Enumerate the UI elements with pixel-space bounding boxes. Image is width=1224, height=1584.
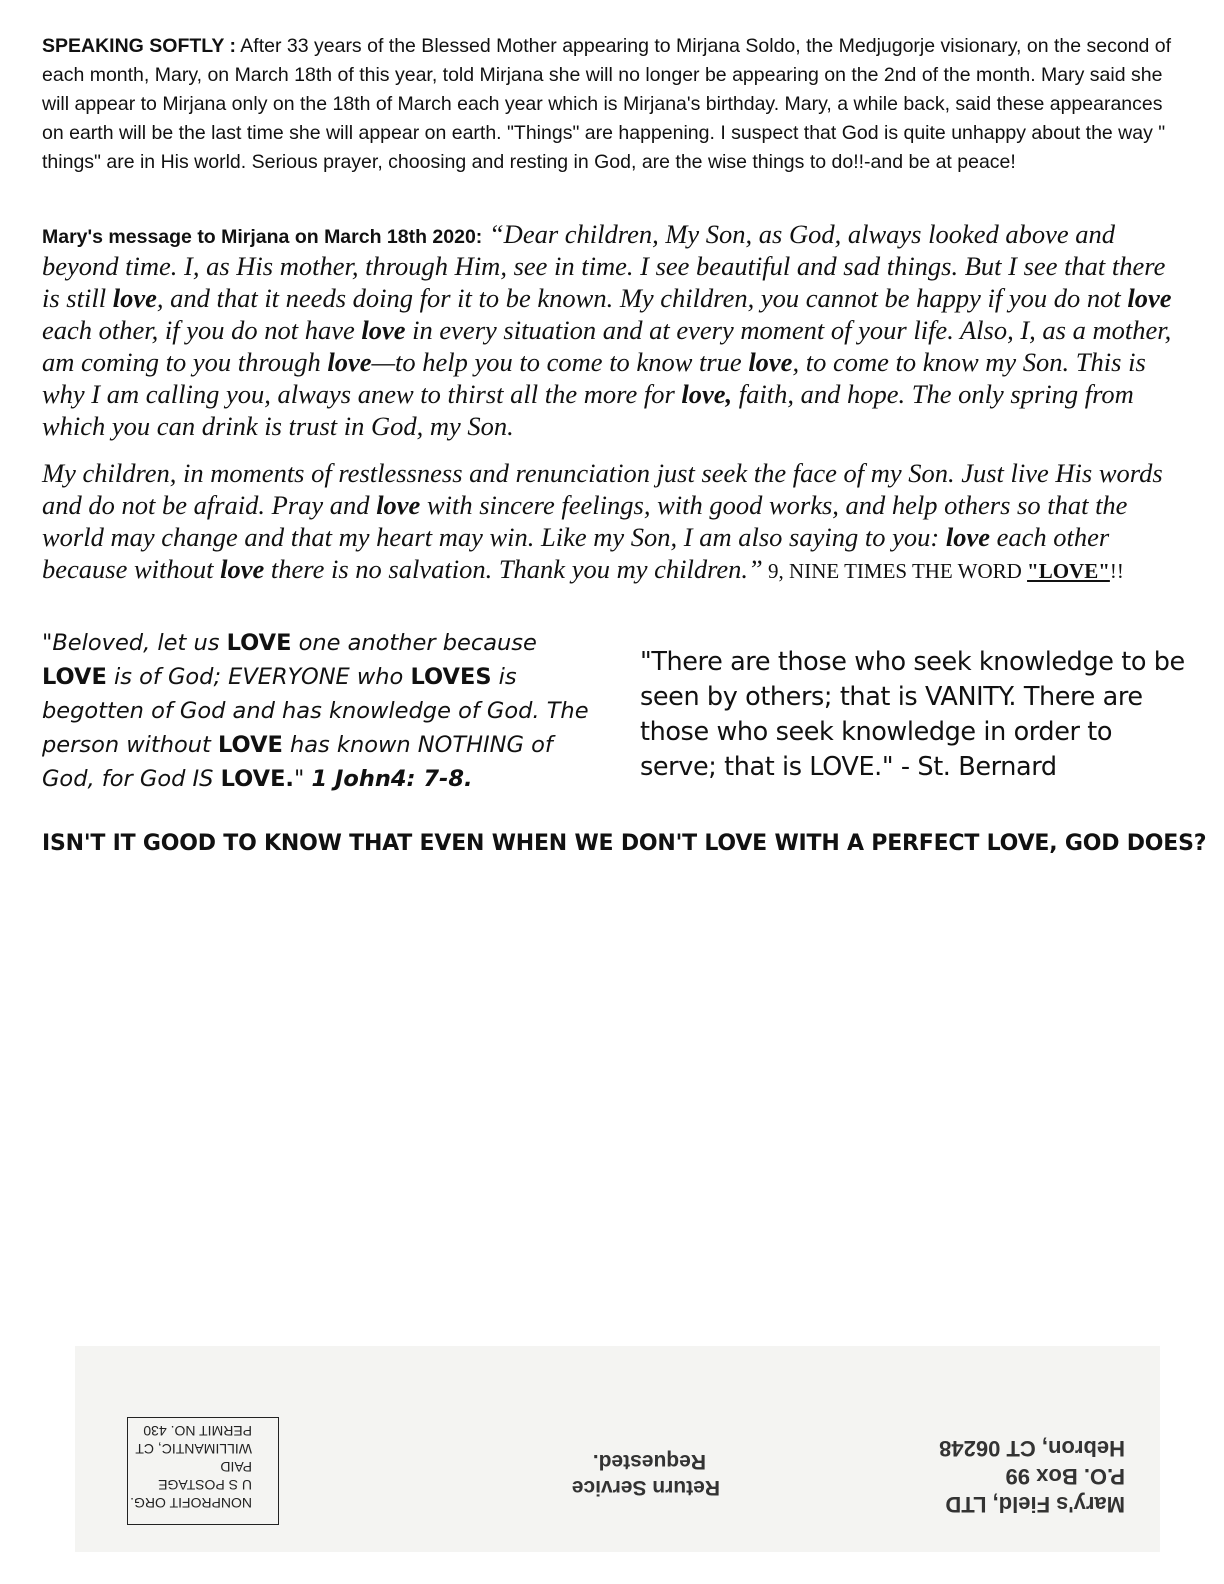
quote-text: one another because [291,630,537,656]
love-word: love [361,315,406,345]
quote-text: has known NOTHING of God, for God IS [42,732,553,792]
quote-emphasis: LOVE [226,630,292,656]
scripture-reference: 1 John4: 7-8. [311,766,473,792]
love-word: love [748,347,793,377]
message-text: —to help you to come to know true [371,347,749,377]
quote-text: is of God; EVERYONE who [106,664,411,690]
quote-emphasis: LOVES [410,664,492,690]
address-line: Mary's Field, LTD [945,1492,1125,1517]
address-line: P.O. Box 99 [1005,1464,1125,1489]
quote-emphasis: LOVE [42,664,107,690]
permit-line: U S POSTAGE PAID [158,1459,252,1493]
message-text: , and that it needs doing for it to be known. My children, you cannot be happy if you do not [156,283,1128,313]
love-word: love, [681,379,733,409]
note-text: 9, NINE TIMES THE WORD [762,559,1028,583]
note-text: !! [1109,559,1124,583]
mailing-panel-upside-down [75,1346,1160,1552]
return-line: Requested. [592,1450,706,1473]
message-text: each other because without [42,522,1110,584]
postage-permit-box [127,1417,279,1525]
mary-message-paragraph-2 [42,457,1182,585]
speaking-softly-paragraph [42,32,1182,177]
love-word: love [220,554,265,584]
quote-emphasis: LOVE [218,732,283,758]
love-word: love [1127,283,1172,313]
section-heading: SPEAKING SOFTLY : [42,35,236,57]
message-text: “Dear children, My Son, as God, always looked above and beyond time. I, as His mother, through Him, see in time. I see beautiful and sad things. But I see that there is still [42,219,1166,313]
love-word: love [376,490,421,520]
return-address [885,1434,1125,1518]
quote-text: " [293,766,312,792]
quote-text: is begotten of God and has knowledge of God. The person without [42,664,589,758]
intro-text: After 33 years of the Blessed Mother appearing to Mirjana Soldo, the Medjugorje visionary, on the second of each month, Mary, on March 18th of this year, told Mirjana she will no longer be appearing on the 2nd of the month. Mary said she will appear to Mirjana only on the 18th of March each year which is Mirjana's birthday. Mary, a while back, said these appearances on earth will be the last time she will appear on earth. "Things" are happening. I suspect that God is quite unhappy about the way " things" are in His world. Serious prayer, choosing and resting in God, are the wise things to do!!-and be at peace! [42,35,1172,173]
love-word: love [112,283,157,313]
message-text: in every situation and at every moment of your life. Also, I, as a mother, am coming to you through [42,315,1172,377]
message-text: faith, and hope. The only spring from which you can drink is trust in God, my Son. [42,379,1134,441]
message-heading: Mary's message to Mirjana on March 18th 2020: [42,226,483,248]
message-text: with sincere feelings, with good works, and help others so that the world may change and that my heart may win. Like my Son, I am also saying to you: [42,490,1128,552]
return-service-notice [510,1448,720,1500]
love-count-note [763,559,1124,583]
note-word: "LOVE" [1027,559,1110,583]
permit-line: WILLIMANTIC, CT [135,1441,252,1457]
message-text: My children, in moments of restlessness and renunciation just seek the face of my Son. Just live His words and do not be afraid. Pray and [42,458,1163,520]
address-line: Hebron, CT 06248 [939,1436,1125,1461]
quote-emphasis: LOVE. [220,766,294,792]
message-text: each other, if you do not have [42,315,362,345]
return-line: Return Service [571,1476,720,1499]
quote-text: "Beloved, let us [42,630,227,656]
love-word: love [327,347,372,377]
message-text: there is no salvation. Thank you my children.” [264,554,763,584]
bernard-quote: "There are those who seek knowledge to be seen by others; that is VANITY. There are those who seek knowledge in order to serve; that is LOVE." - St. Bernard [640,647,1185,782]
mailing-panel [75,1346,1160,1552]
permit-line: PERMIT NO. 430 [143,1423,252,1439]
john-quote [42,626,602,796]
closing-question: ISN'T IT GOOD TO KNOW THAT EVEN WHEN WE DON'T LOVE WITH A PERFECT LOVE, GOD DOES? [42,831,1207,856]
permit-line: NONPROFIT ORG. [130,1495,252,1511]
mary-message-paragraph [42,218,1182,442]
message-text: , to come to know my Son. This is why I am calling you, always anew to thirst all the more for [42,347,1146,409]
love-word: love [945,522,990,552]
